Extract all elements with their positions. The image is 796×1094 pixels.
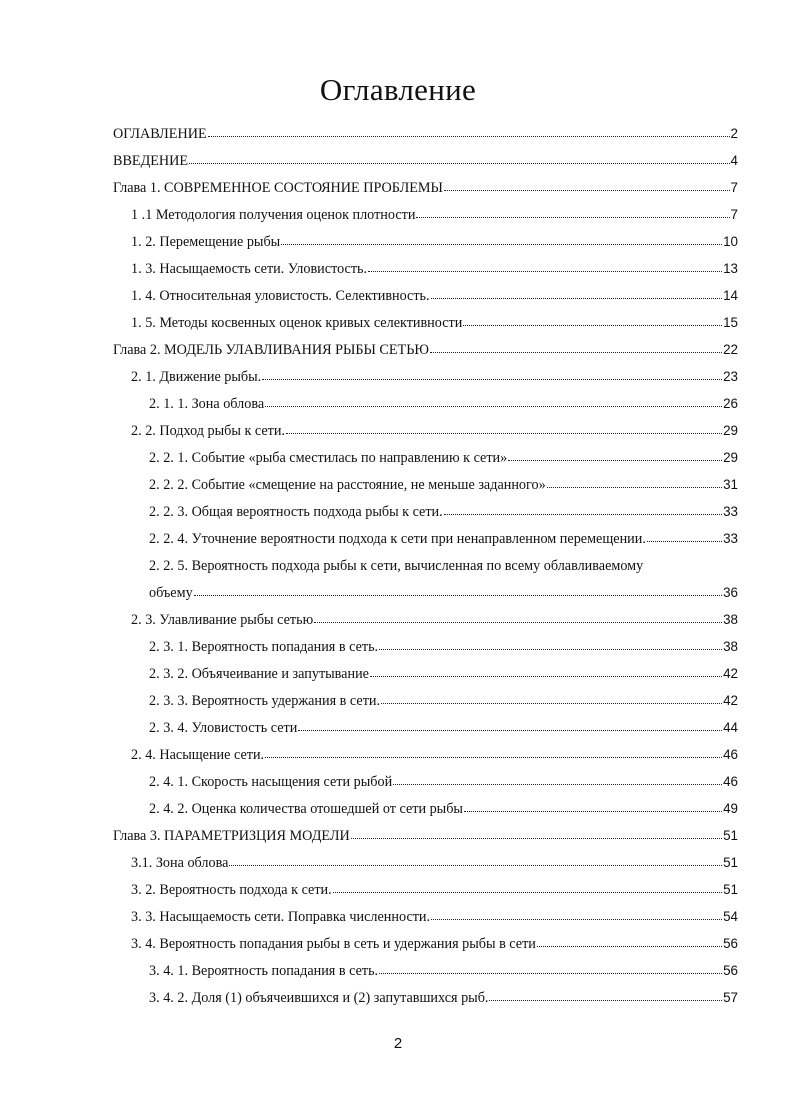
toc-entry[interactable]: 2. 4. Насыщение сети. 46 — [131, 747, 738, 763]
toc-entry[interactable]: 2. 1. Движение рыбы. 23 — [131, 369, 738, 385]
toc-entry[interactable]: 2. 3. 2. Объячеивание и запутывание 42 — [149, 666, 738, 682]
toc-entry[interactable]: 3. 2. Вероятность подхода к сети. 51 — [131, 882, 738, 898]
toc-entry[interactable]: 2. 2. 1. Событие «рыба сместилась по направлению к сети» 29 — [149, 450, 738, 466]
toc-entry[interactable]: 2. 1. 1. Зона облова 26 — [149, 396, 738, 412]
toc-entry[interactable]: ОГЛАВЛЕНИЕ 2 — [113, 126, 738, 142]
toc-entry[interactable]: 3. 4. Вероятность попадания рыбы в сеть и удержания рыбы в сети 56 — [131, 936, 738, 952]
toc-entry[interactable]: 3. 4. 1. Вероятность попадания в сеть. 56 — [149, 963, 738, 979]
toc-entry[interactable]: 1. 4. Относительная уловистость. Селективность. 14 — [131, 288, 738, 304]
toc-entry[interactable]: 1. 3. Насыщаемость сети. Уловистость. 13 — [131, 261, 738, 277]
toc-entry[interactable]: 1 .1 Методология получения оценок плотности 7 — [131, 207, 738, 223]
page-title: Оглавление — [319, 72, 477, 107]
toc-entry[interactable]: 3. 3. Насыщаемость сети. Поправка численности. 54 — [131, 909, 738, 925]
toc-entry[interactable]: Глава 1. СОВРЕМЕННОЕ СОСТОЯНИЕ ПРОБЛЕМЫ 7 — [113, 180, 738, 196]
page-number: 2 — [393, 1035, 403, 1052]
toc-entry[interactable]: ВВЕДЕНИЕ 4 — [113, 153, 738, 169]
toc-entry[interactable]: 3. 4. 2. Доля (1) объячеившихся и (2) запутавшихся рыб. 57 — [149, 990, 738, 1006]
toc-entry[interactable]: Глава 3. ПАРАМЕТРИЗЦИЯ МОДЕЛИ 51 — [113, 828, 738, 844]
toc-entry[interactable]: 2. 2. 3. Общая вероятность подхода рыбы к сети. 33 — [149, 504, 738, 520]
toc-entry[interactable]: 1. 2. Перемещение рыбы 10 — [131, 234, 738, 250]
toc-entry[interactable]: 1. 5. Методы косвенных оценок кривых селективности 15 — [131, 315, 738, 331]
toc-entry[interactable]: 3.1. Зона облова 51 — [131, 855, 738, 871]
toc-entry[interactable]: 2. 4. 1. Скорость насыщения сети рыбой 46 — [149, 774, 738, 790]
toc-entry[interactable]: Глава 2. МОДЕЛЬ УЛАВЛИВАНИЯ РЫБЫ СЕТЬЮ 22 — [113, 342, 738, 358]
toc-entry[interactable]: 2. 3. 3. Вероятность удержания в сети. 42 — [149, 693, 738, 709]
toc-entry[interactable]: 2. 3. 4. Уловистость сети 44 — [149, 720, 738, 736]
toc-entry[interactable]: 2. 2. Подход рыбы к сети. 29 — [131, 423, 738, 439]
toc-entry[interactable]: 2. 3. Улавливание рыбы сетью 38 — [131, 612, 738, 628]
toc-entry[interactable]: 2. 2. 4. Уточнение вероятности подхода к сети при ненаправленном перемещении. 33 — [149, 531, 738, 547]
toc-entry[interactable]: 2. 2. 2. Событие «смещение на расстояние, не меньше заданного» 31 — [149, 477, 738, 493]
toc-entry-line[interactable]: 2. 2. 5. Вероятность подхода рыбы к сети, вычисленная по всему облавливаемому — [149, 558, 644, 574]
toc-entry[interactable]: 2. 4. 2. Оценка количества отошедшей от сети рыбы 49 — [149, 801, 738, 817]
toc-entry[interactable]: объему 36 — [149, 585, 738, 601]
toc-entry[interactable]: 2. 3. 1. Вероятность попадания в сеть. 38 — [149, 639, 738, 655]
